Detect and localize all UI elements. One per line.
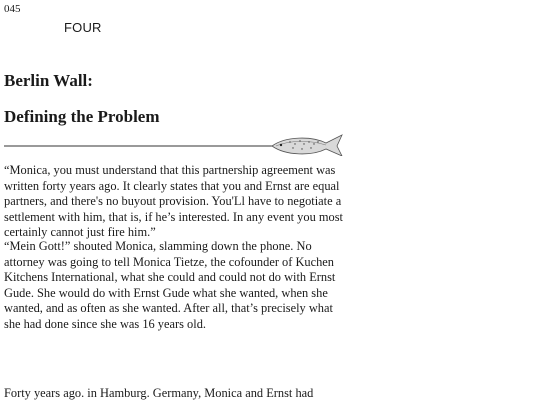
chapter-title-line-1: Berlin Wall: — [4, 71, 93, 90]
paragraph-1: “Monica, you must understand that this partnership agreement was written forty years ago. It clearly states that you and Ernst are equal partners, and there's no buyout provision. You'Ll have to negotiate a settlement with him, that is, if he’s interested. In any event you most certainly cannot just fire him.” — [4, 163, 343, 239]
page-number: 045 — [4, 3, 21, 15]
paragraph-2: “Mein Gott!” shouted Monica, slamming down the phone. No attorney was going to tell Monica Tietze, the cofounder of Kuchen Kitchens International, what she could and could not do with Ernst Gude. She would do with Ernst Gude what she wanted, when she wanted, and as often as she wanted. After all, that’s precisely what she had done since she was 16 years old. — [4, 239, 336, 331]
chapter-title-line-2: Defining the Problem — [4, 107, 160, 126]
chapter-label: FOUR — [64, 20, 102, 35]
paragraph-3: Forty years ago. in Hamburg. Germany, Monica and Ernst had — [4, 386, 314, 400]
fish-divider — [4, 134, 344, 156]
fish-icon — [272, 135, 342, 156]
